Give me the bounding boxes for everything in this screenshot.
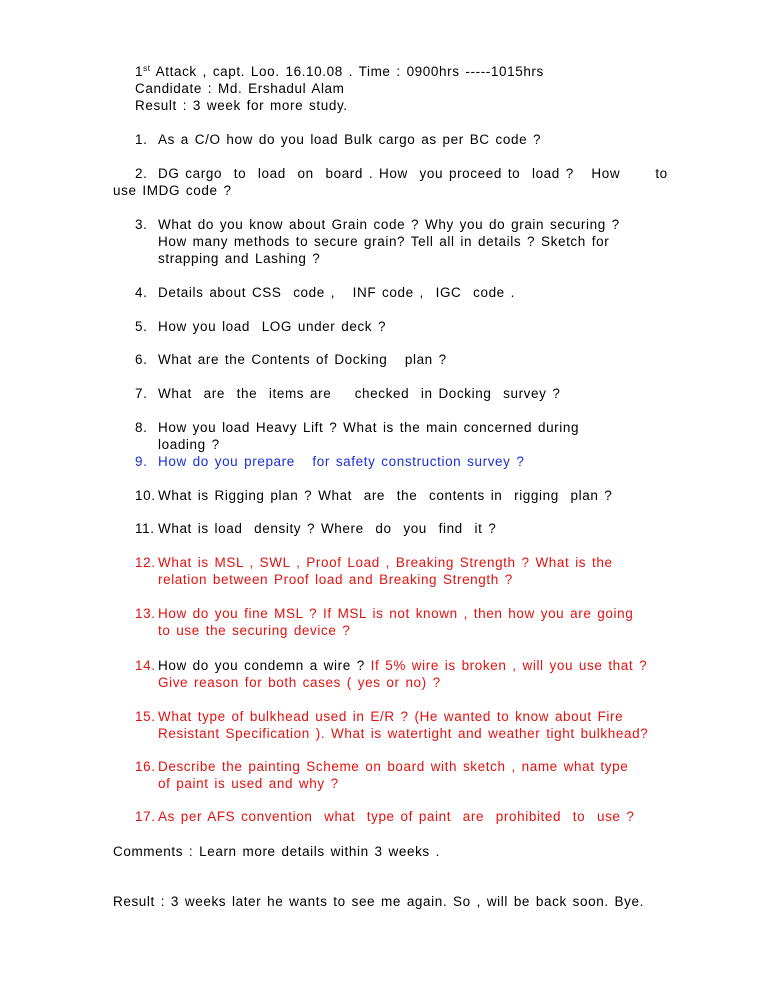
question-number: 6.	[135, 352, 148, 367]
question-number: 3.	[135, 217, 148, 232]
question-17	[135, 808, 695, 825]
attack-number: 1	[135, 64, 144, 79]
result-line: Result : 3 week for more study.	[135, 98, 348, 113]
question-number: 13.	[135, 606, 156, 621]
comments-line: Comments : Learn more details within 3 weeks .	[113, 844, 440, 859]
attack-details: Attack , capt. Loo. 16.10.08 . Time : 0900hrs -----1015hrs	[150, 64, 544, 79]
question-number: 5.	[135, 319, 148, 334]
question-text: Describe the painting Scheme on board with sketch , name what type of paint is used and why ?	[158, 759, 629, 791]
question-text: What do you know about Grain code ? Why you do grain securing ? How many methods to secure grain? Tell all in details ? Sketch for strapping and Lashing ?	[158, 217, 620, 266]
question-7	[135, 385, 695, 402]
question-text: What are the items are checked in Docking survey ?	[158, 386, 561, 401]
question-number: 11.	[135, 521, 155, 536]
question-number: 15.	[135, 709, 156, 724]
question-number: 7.	[135, 386, 148, 401]
question-16	[135, 758, 695, 792]
question-6	[135, 351, 695, 368]
question-text: DG cargo to load on board . How you proceed to load ? How to	[158, 166, 668, 181]
question-10	[135, 487, 695, 504]
final-result-line: Result : 3 weeks later he wants to see me again. So , will be back soon. Bye.	[113, 894, 644, 909]
question-number: 2.	[135, 166, 148, 181]
question-number: 14.	[135, 658, 156, 673]
question-text: What is load density ? Where do you find it ?	[158, 521, 497, 536]
question-13	[135, 605, 695, 639]
question-14	[135, 657, 695, 691]
question-text: What type of bulkhead used in E/R ? (He wanted to know about Fire Resistant Specification ). What is watertight and weather tight bulkhead?	[158, 709, 649, 741]
question-15	[135, 708, 695, 742]
question-text: What is Rigging plan ? What are the contents in rigging plan ?	[158, 488, 613, 503]
question-number: 17.	[135, 809, 156, 824]
question-5	[135, 318, 695, 335]
question-3	[135, 216, 695, 267]
question-8	[135, 419, 695, 453]
question-text: How you load LOG under deck ?	[158, 319, 387, 334]
question-text-red-part: If 5% wire is broken , will you use that ? Give reason for both cases ( yes or no) ?	[158, 658, 648, 690]
question-4	[135, 284, 695, 301]
question-number: 10.	[135, 488, 156, 503]
attack-superscript: st	[143, 64, 151, 73]
question-number: 1.	[135, 132, 148, 147]
question-text: What are the Contents of Docking plan ?	[158, 352, 447, 367]
question-text	[135, 657, 658, 691]
question-text: How you load Heavy Lift ? What is the main concerned during loading ?	[158, 420, 580, 452]
question-2-continuation: use IMDG code ?	[113, 183, 232, 198]
question-number: 9.	[135, 454, 148, 469]
question-text: What is MSL , SWL , Proof Load , Breaking Strength ? What is the relation between Proof load and Breaking Strength ?	[158, 555, 613, 587]
question-12	[135, 554, 695, 588]
question-text: As a C/O how do you load Bulk cargo as per BC code ?	[158, 132, 542, 147]
candidate-line: Candidate : Md. Ershadul Alam	[135, 81, 345, 96]
question-text: Details about CSS code , INF code , IGC code .	[158, 285, 515, 300]
question-2	[135, 165, 695, 182]
question-text: As per AFS convention what type of paint are prohibited to use ?	[158, 809, 635, 824]
question-text: How do you fine MSL ? If MSL is not known , then how you are going to use the securing device ?	[158, 606, 634, 638]
question-text-black-part: How do you condemn a wire ?	[158, 658, 371, 673]
attack-line	[135, 63, 544, 80]
question-number: 12.	[135, 555, 156, 570]
question-number: 4.	[135, 285, 148, 300]
question-number: 16.	[135, 759, 156, 774]
question-9	[135, 453, 695, 470]
question-text: How do you prepare for safety construction survey ?	[158, 454, 525, 469]
question-11	[135, 520, 695, 537]
question-1	[135, 131, 695, 148]
question-number: 8.	[135, 420, 148, 435]
